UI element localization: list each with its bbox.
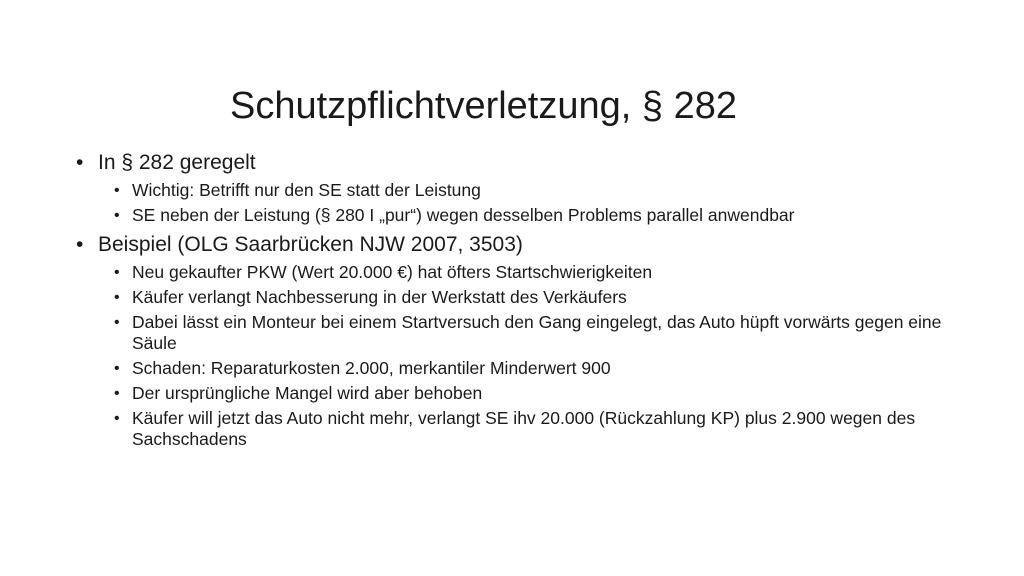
sub-bullet-item bbox=[112, 262, 974, 283]
sub-bullet-text: Neu gekaufter PKW (Wert 20.000 €) hat öfters Startschwierigkeiten bbox=[132, 262, 653, 282]
bullet-list bbox=[74, 150, 974, 450]
bullet-text: Beispiel (OLG Saarbrücken NJW 2007, 3503) bbox=[98, 233, 523, 256]
sub-bullet-item bbox=[112, 180, 974, 201]
bullet-dot-icon: • bbox=[114, 264, 120, 281]
slide-title: Schutzpflichtverletzung, § 282 bbox=[230, 85, 737, 128]
bullet-dot-icon: • bbox=[114, 289, 120, 306]
bullet-dot-icon: • bbox=[76, 151, 84, 174]
slide-content bbox=[74, 150, 974, 456]
sub-bullet-text: Der ursprüngliche Mangel wird aber behoben bbox=[132, 383, 483, 403]
sub-bullet-item bbox=[112, 408, 974, 450]
sub-bullet-item bbox=[112, 358, 974, 379]
sub-bullet-list bbox=[98, 262, 974, 450]
bullet-dot-icon: • bbox=[114, 360, 120, 377]
bullet-dot-icon: • bbox=[114, 314, 120, 331]
bullet-dot-icon: • bbox=[114, 385, 120, 402]
bullet-text: In § 282 geregelt bbox=[98, 151, 256, 174]
sub-bullet-text: Schaden: Reparaturkosten 2.000, merkantiler Minderwert 900 bbox=[132, 358, 611, 378]
sub-bullet-list bbox=[98, 180, 974, 226]
bullet-dot-icon: • bbox=[114, 410, 120, 427]
sub-bullet-text: Käufer will jetzt das Auto nicht mehr, verlangt SE ihv 20.000 (Rückzahlung KP) plus 2.900 wegen des Sachschadens bbox=[132, 408, 916, 449]
sub-bullet-text: Wichtig: Betrifft nur den SE statt der Leistung bbox=[132, 180, 481, 200]
bullet-dot-icon: • bbox=[114, 182, 120, 199]
sub-bullet-text: Käufer verlangt Nachbesserung in der Werkstatt des Verkäufers bbox=[132, 287, 627, 307]
sub-bullet-item bbox=[112, 287, 974, 308]
bullet-dot-icon: • bbox=[76, 233, 84, 256]
sub-bullet-item bbox=[112, 383, 974, 404]
bullet-item bbox=[74, 232, 974, 450]
sub-bullet-item bbox=[112, 312, 974, 354]
bullet-dot-icon: • bbox=[114, 207, 120, 224]
sub-bullet-text: Dabei lässt ein Monteur bei einem Startversuch den Gang eingelegt, das Auto hüpft vorwärts gegen eine Säule bbox=[132, 312, 942, 353]
bullet-item bbox=[74, 150, 974, 226]
sub-bullet-text: SE neben der Leistung (§ 280 I „pur“) wegen desselben Problems parallel anwendbar bbox=[132, 205, 795, 225]
sub-bullet-item bbox=[112, 205, 974, 226]
